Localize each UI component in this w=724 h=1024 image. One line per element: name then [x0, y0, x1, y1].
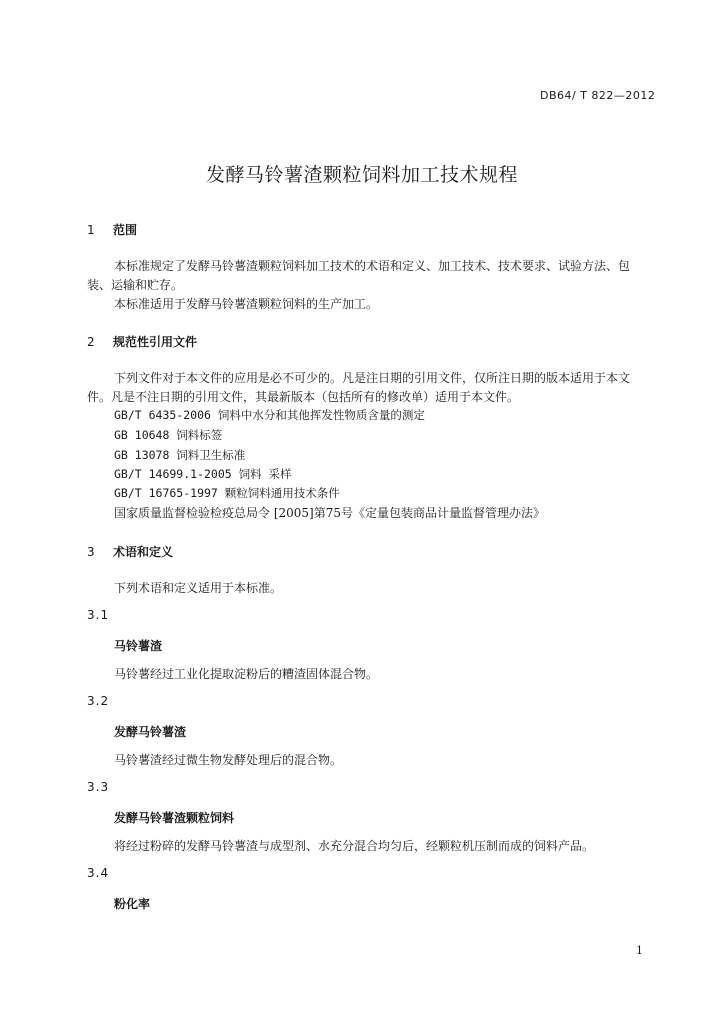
- term-number: 3.2: [87, 694, 110, 708]
- term-definition: 将经过粉碎的发酵马铃薯渣与成型剂、水充分混合均匀后，经颗粒机压制而成的饲料产品。: [114, 839, 595, 853]
- s1-paragraph-1-line-2: 装、运输和贮存。: [87, 278, 184, 292]
- reference-item: GB/T 6435-2006 饲料中水分和其他挥发性物质含量的测定: [114, 408, 425, 422]
- term-name: 粉化率: [114, 897, 151, 911]
- term-number: 3.1: [87, 608, 110, 622]
- section-2-heading: [87, 333, 197, 350]
- reference-item: GB/T 14699.1-2005 饲料 采样: [114, 467, 292, 481]
- term-definition: 马铃薯渣经过微生物发酵处理后的混合物。: [114, 753, 343, 767]
- s2-paragraph-line-2: 件。凡是不注日期的引用文件，其最新版本（包括所有的修改单）适用于本文件。: [87, 390, 520, 404]
- term-number: 3.3: [87, 780, 110, 794]
- document-title: 发酵马铃薯渣颗粒饲料加工技术规程: [205, 164, 518, 186]
- s1-paragraph-2: 本标准适用于发酵马铃薯渣颗粒饲料的生产加工。: [114, 297, 379, 311]
- term-name: 发酵马铃薯渣: [114, 725, 187, 739]
- s3-intro: 下列术语和定义适用于本标准。: [114, 581, 283, 595]
- section-title: 规范性引用文件: [113, 335, 198, 349]
- reference-item: GB/T 16765-1997 颗粒饲料通用技术条件: [114, 486, 340, 500]
- reference-item: 国家质量监督检验检疫总局令 [2005]第75号《定量包装商品计量监督管理办法》: [114, 506, 545, 520]
- standard-code: DB64/ T 822—2012: [540, 89, 656, 102]
- section-1-heading: [87, 221, 137, 238]
- s1-paragraph-1-line-1: 本标准规定了发酵马铃薯渣颗粒饲料加工技术的术语和定义、加工技术、技术要求、试验方法、包: [114, 259, 631, 273]
- section-number: 3: [87, 545, 95, 559]
- section-title: 范围: [113, 223, 138, 237]
- section-number: 1: [87, 223, 95, 237]
- term-number: 3.4: [87, 866, 110, 880]
- term-name: 发酵马铃薯渣颗粒饲料: [114, 811, 235, 825]
- term-definition: 马铃薯经过工业化提取淀粉后的糟渣固体混合物。: [114, 667, 379, 681]
- reference-item: GB 13078 饲料卫生标准: [114, 448, 246, 462]
- page-number: 1: [636, 944, 643, 957]
- section-title: 术语和定义: [113, 545, 174, 559]
- section-3-heading: [87, 543, 173, 560]
- s2-paragraph-line-1: 下列文件对于本文件的应用是必不可少的。凡是注日期的引用文件，仅所注日期的版本适用于本文: [114, 371, 631, 385]
- term-name: 马铃薯渣: [114, 639, 163, 653]
- section-number: 2: [87, 335, 95, 349]
- reference-item: GB 10648 饲料标签: [114, 428, 223, 442]
